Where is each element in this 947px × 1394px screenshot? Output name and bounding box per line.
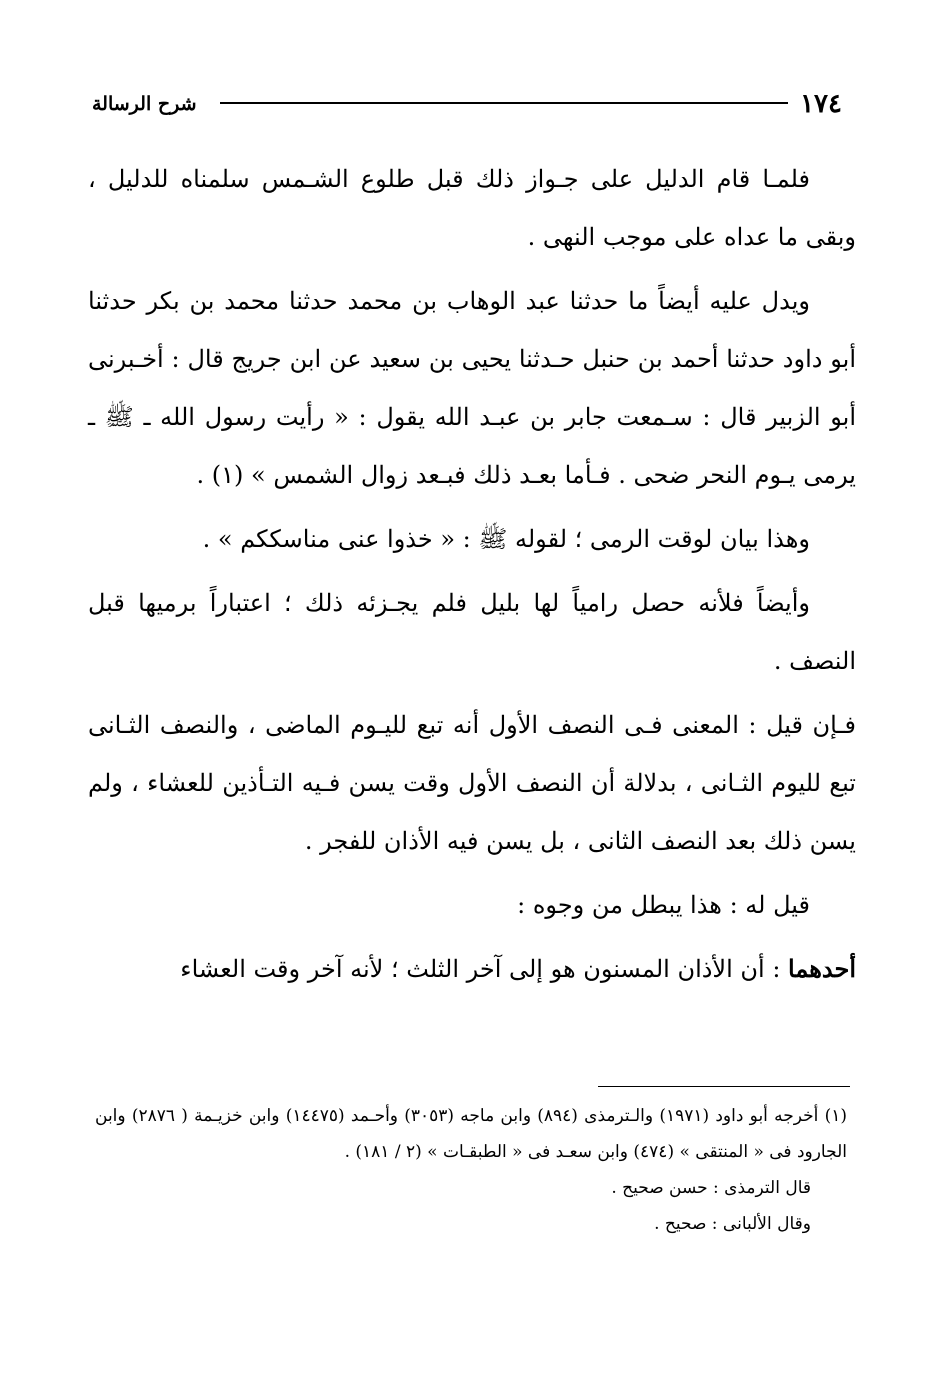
page-number: ١٧٤ — [800, 89, 842, 119]
paragraph-7-rest: : أن الأذان المسنون هو إلى آخر الثلث ؛ لأنه آخر وقت العشاء — [180, 955, 789, 983]
running-title: شرح الرسالة — [92, 93, 197, 115]
header-rule — [220, 102, 788, 104]
paragraph-7-lead: أحدهما — [788, 954, 856, 983]
body-text — [88, 150, 856, 1004]
paragraph-1: فلمـا قام الدليل على جـواز ذلك قبل طلوع الشـمس سلمناه للدليل ، وبقى ما عداه على موجب النهى . — [88, 165, 856, 251]
footnote-1: (١) أخرجه أبو داود (١٩٧١) والـترمذى (٨٩٤) وابن ماجه (٣٠٥٣) وأحـمد (١٤٤٧٥) وابن خزيـمة ( ٢٨٧٦) وابن الجارود فى « المنتقى » (٤٧٤) وابن سعـد فى « الطبقـات » (٢ / ١٨١) . — [95, 1106, 847, 1162]
paragraph-3: وهذا بيان لوقت الرمى ؛ لقوله ﷺ : « خذوا عنى مناسككم » . — [202, 525, 810, 553]
paragraph-6: قيل له : هذا يبطل من وجوه : — [517, 891, 810, 919]
paragraph-7 — [88, 940, 856, 998]
footnote-rule — [598, 1086, 850, 1087]
paragraph-2: ويدل عليه أيضاً ما حدثنا عبد الوهاب بن محمد حدثنا محمد بن بكر حدثنا أبو داود حدثنا أحمد بن حنبل حـدثنا يحيى بن سعيد عن ابن جريج قال : أخـبرنى أبو الزبير قال : سـمعت جابر بن عبـد الله يقول : « رأيت رسول الله ـ ﷺ ـ يرمى يـوم النحر ضحى . فـأما بعـد ذلك فبـعد زوال الشمس » (١) . — [88, 287, 856, 489]
paragraph-5: فـإن قيل : المعنى فـى النصف الأول أنه تبع لليـوم الماضى ، والنصف الثـانى تبع لليوم الثـانى ، بدلالة أن النصف الأول وقت يسن فـيه التـأذين للعشاء ، ولم يسن ذلك بعد النصف الثانى ، بل يسن فيه الأذان للفجر . — [88, 711, 856, 855]
footnote-tirmidhi: قال الترمذى : حسن صحيح . — [611, 1178, 811, 1198]
paragraph-4: وأيضاً فلأنه حصل رامياً لها بليل فلم يجـزئه ذلك ؛ اعتباراً برميها قبل النصف . — [88, 589, 856, 675]
footnotes — [95, 1098, 847, 1242]
footnote-albani: وقال الألبانى : صحيح . — [654, 1214, 811, 1234]
page-header — [90, 86, 850, 122]
